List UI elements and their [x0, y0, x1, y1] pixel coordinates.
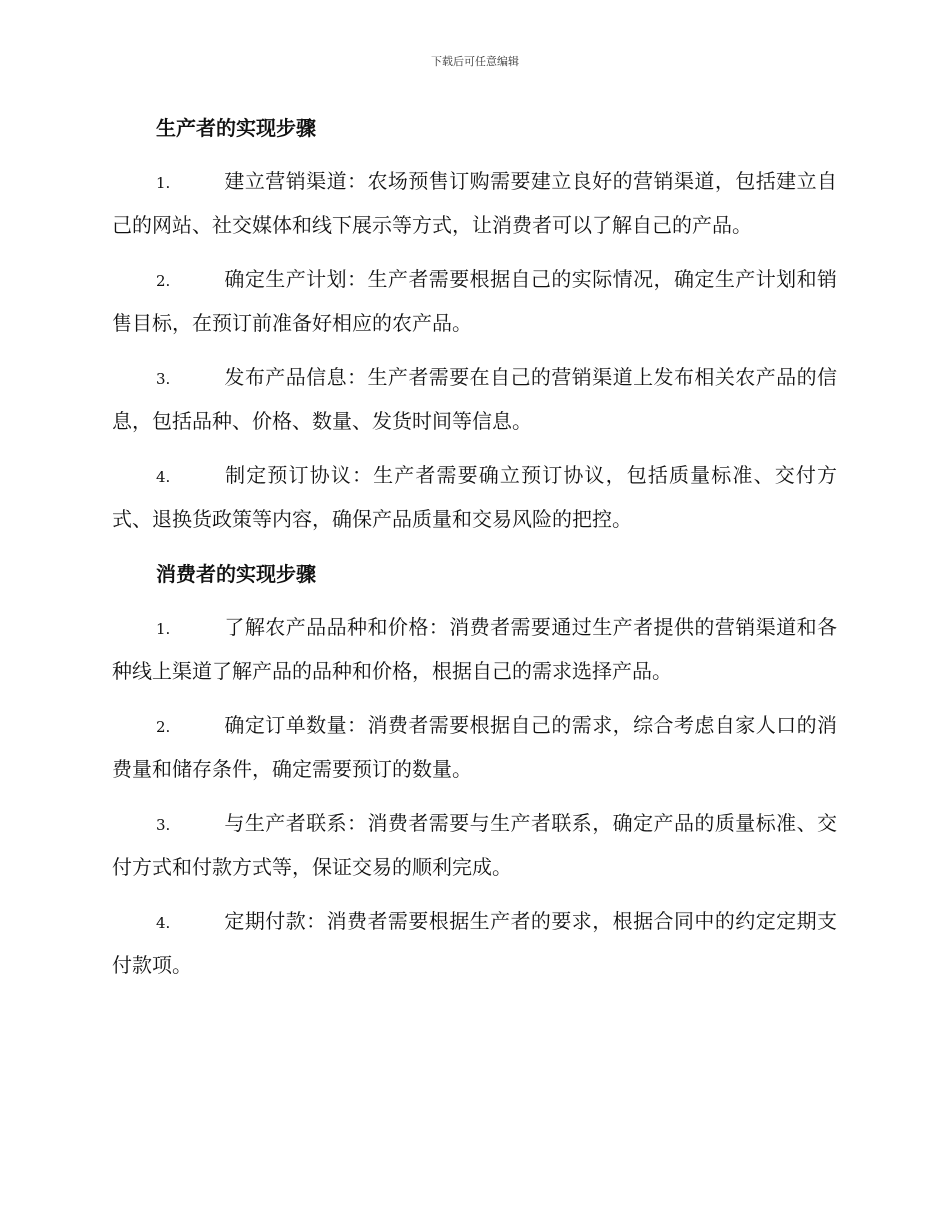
item-text: 定期付款：消费者需要根据生产者的要求，根据合同中的约定定期支付款项。: [112, 909, 837, 977]
item-number: 3.: [156, 816, 171, 834]
item-number: 2.: [156, 718, 171, 736]
item-number: 1.: [156, 620, 171, 638]
list-item: [112, 704, 837, 790]
item-text: 与生产者联系：消费者需要与生产者联系，确定产品的质量标准、交付方式和付款方式等，保证交易的顺利完成。: [112, 811, 837, 879]
item-text: 建立营销渠道：农场预售订购需要建立良好的营销渠道，包括建立自己的网站、社交媒体和线下展示等方式，让消费者可以了解自己的产品。: [112, 169, 837, 237]
item-number: 4.: [156, 914, 171, 932]
consumer-section: [112, 554, 837, 986]
document-body: [112, 108, 837, 998]
item-number: 4.: [156, 468, 171, 486]
producer-section: [112, 108, 837, 540]
item-text: 发布产品信息：生产者需要在自己的营销渠道上发布相关农产品的信息，包括品种、价格、数量、发货时间等信息。: [112, 365, 837, 433]
list-item: [112, 356, 837, 442]
item-text: 确定生产计划：生产者需要根据自己的实际情况，确定生产计划和销售目标，在预订前准备好相应的农产品。: [112, 267, 837, 335]
item-text: 制定预订协议：生产者需要确立预订协议，包括质量标准、交付方式、退换货政策等内容，确保产品质量和交易风险的把控。: [112, 463, 837, 531]
item-number: 2.: [156, 272, 171, 290]
list-item: [112, 454, 837, 540]
list-item: [112, 900, 837, 986]
item-number: 3.: [156, 370, 171, 388]
list-item: [112, 606, 837, 692]
item-text: 确定订单数量：消费者需要根据自己的需求，综合考虑自家人口的消费量和储存条件，确定需要预订的数量。: [112, 713, 837, 781]
item-text: 了解农产品品种和价格：消费者需要通过生产者提供的营销渠道和各种线上渠道了解产品的品种和价格，根据自己的需求选择产品。: [112, 615, 837, 683]
list-item: [112, 258, 837, 344]
item-number: 1.: [156, 174, 171, 192]
list-item: [112, 802, 837, 888]
section-heading: 生产者的实现步骤: [156, 116, 316, 140]
section-heading: 消费者的实现步骤: [156, 562, 316, 586]
list-item: [112, 160, 837, 246]
page-header: 下载后可任意编辑: [431, 55, 519, 68]
